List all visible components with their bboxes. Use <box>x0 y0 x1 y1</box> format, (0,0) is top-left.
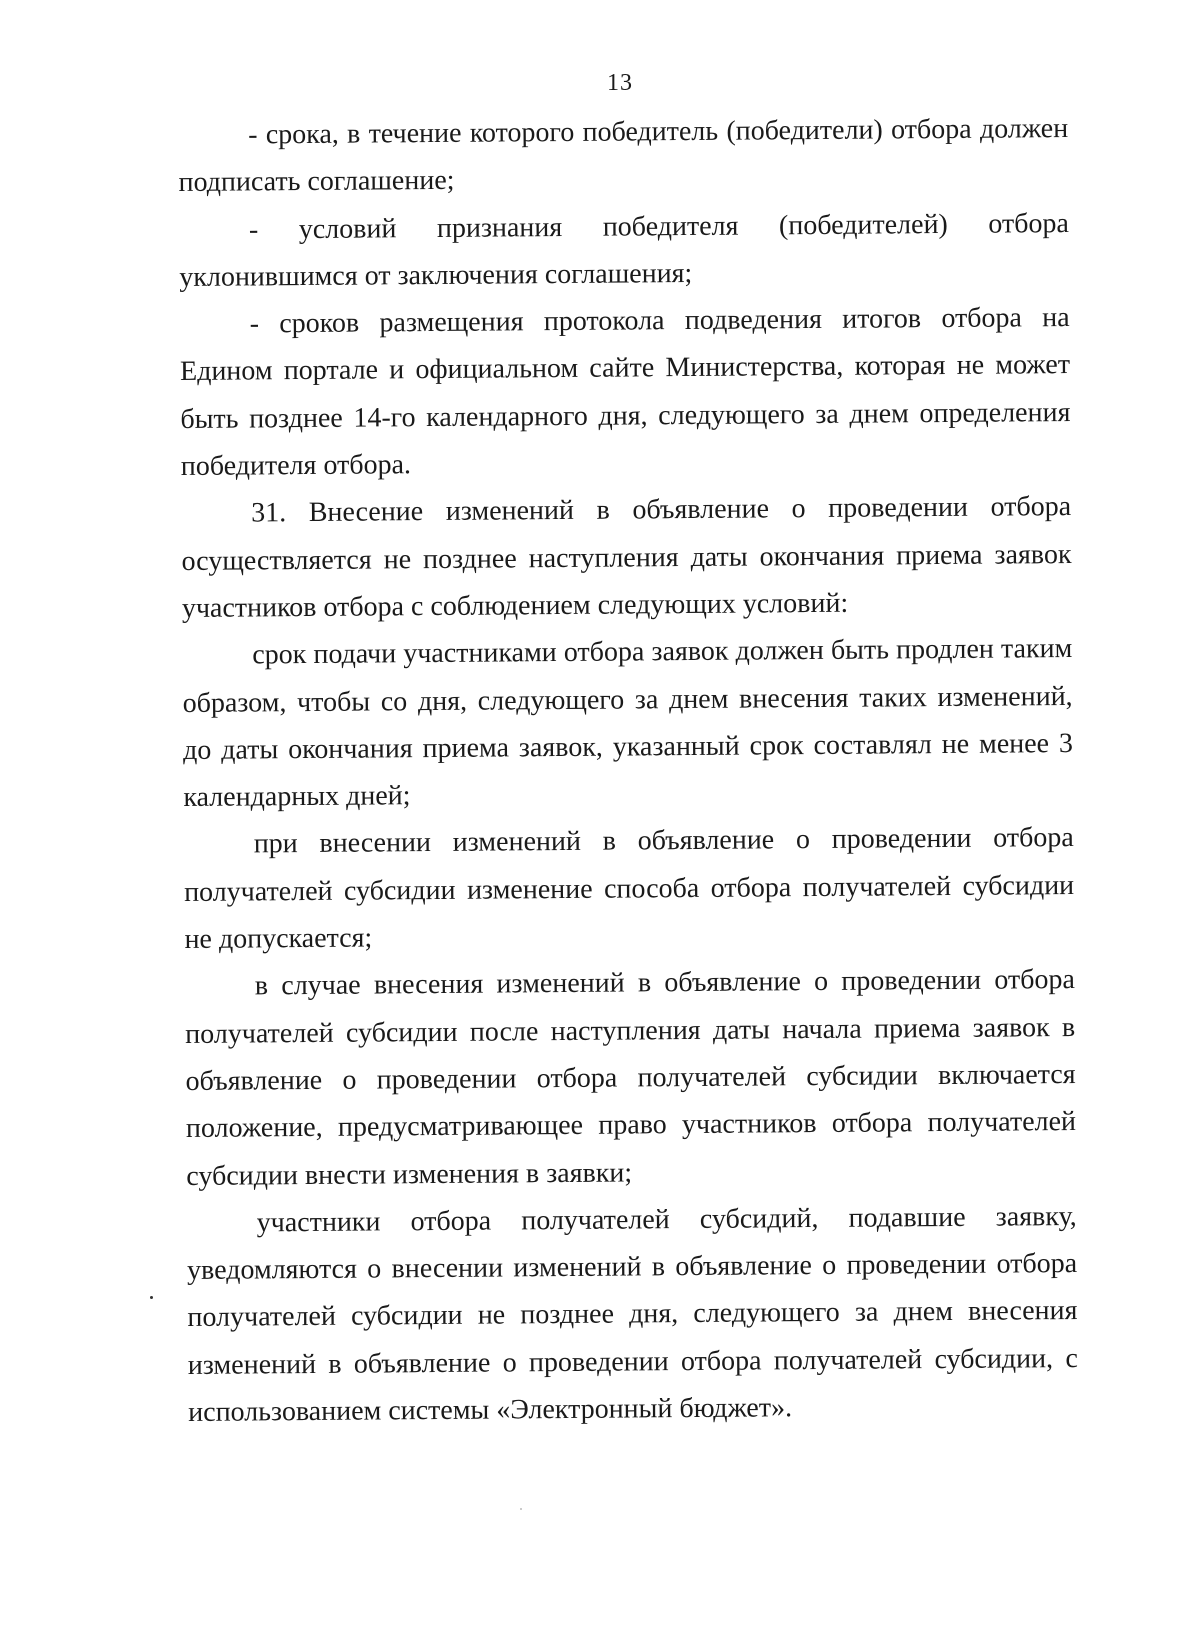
paragraph-protocol-posting: - сроков размещения протокола подведения итогов отбора на Едином портале и официальном сайте Министерства, которая не может быть позднее 14-го календарного дня, следующего за днем определения победителя отбора. <box>179 302 1071 483</box>
paragraph-deadline-extension: срок подачи участниками отбора заявок должен быть продлен таким образом, чтобы со дня, следующего за днем внесения таких изменений, до даты окончания приема заявок, указанный срок составлял не менее 3 календарных дней; <box>182 633 1074 814</box>
paragraph-evasion-conditions: - условий признания победителя (победителей) отбора уклонившимся от заключения соглашения; <box>179 207 1070 293</box>
paragraph-participant-notification: участники отбора получателей субсидий, подавшие заявку, уведомляются о внесении изменений в объявление о проведении отбора получателей субсидии не позднее дня, следующего за днем внесения изменений в объявление о проведении отбора получателей субсидии, с использованием системы «Электронный бюджет». <box>186 1200 1078 1428</box>
paragraph-agreement-deadline: - срока, в течение которого победитель (победители) отбора должен подписать соглашение; <box>178 113 1069 199</box>
paragraph-change-applications: в случае внесения изменений в объявление о проведении отбора получателей субсидии после наступления даты начала приема заявок в объявление о проведении отбора получателей субсидии включается положение, предусматривающее право участников отбора получателей субсидии внести изменения в заявки; <box>185 964 1077 1192</box>
scan-artifact-dot <box>150 1296 153 1299</box>
paragraph-selection-method: при внесении изменений в объявление о проведении отбора получателей субсидии изменение способа отбора получателей субсидии не допускается; <box>184 822 1075 956</box>
document-body <box>178 105 1078 1436</box>
paragraph-section-31: 31. Внесение изменений в объявление о проведении отбора осуществляется не позднее наступления даты окончания приема заявок участников отбора с соблюдением следующих условий: <box>181 491 1072 624</box>
page-number: 13 <box>607 70 633 96</box>
scan-artifact-speck <box>520 1508 522 1510</box>
